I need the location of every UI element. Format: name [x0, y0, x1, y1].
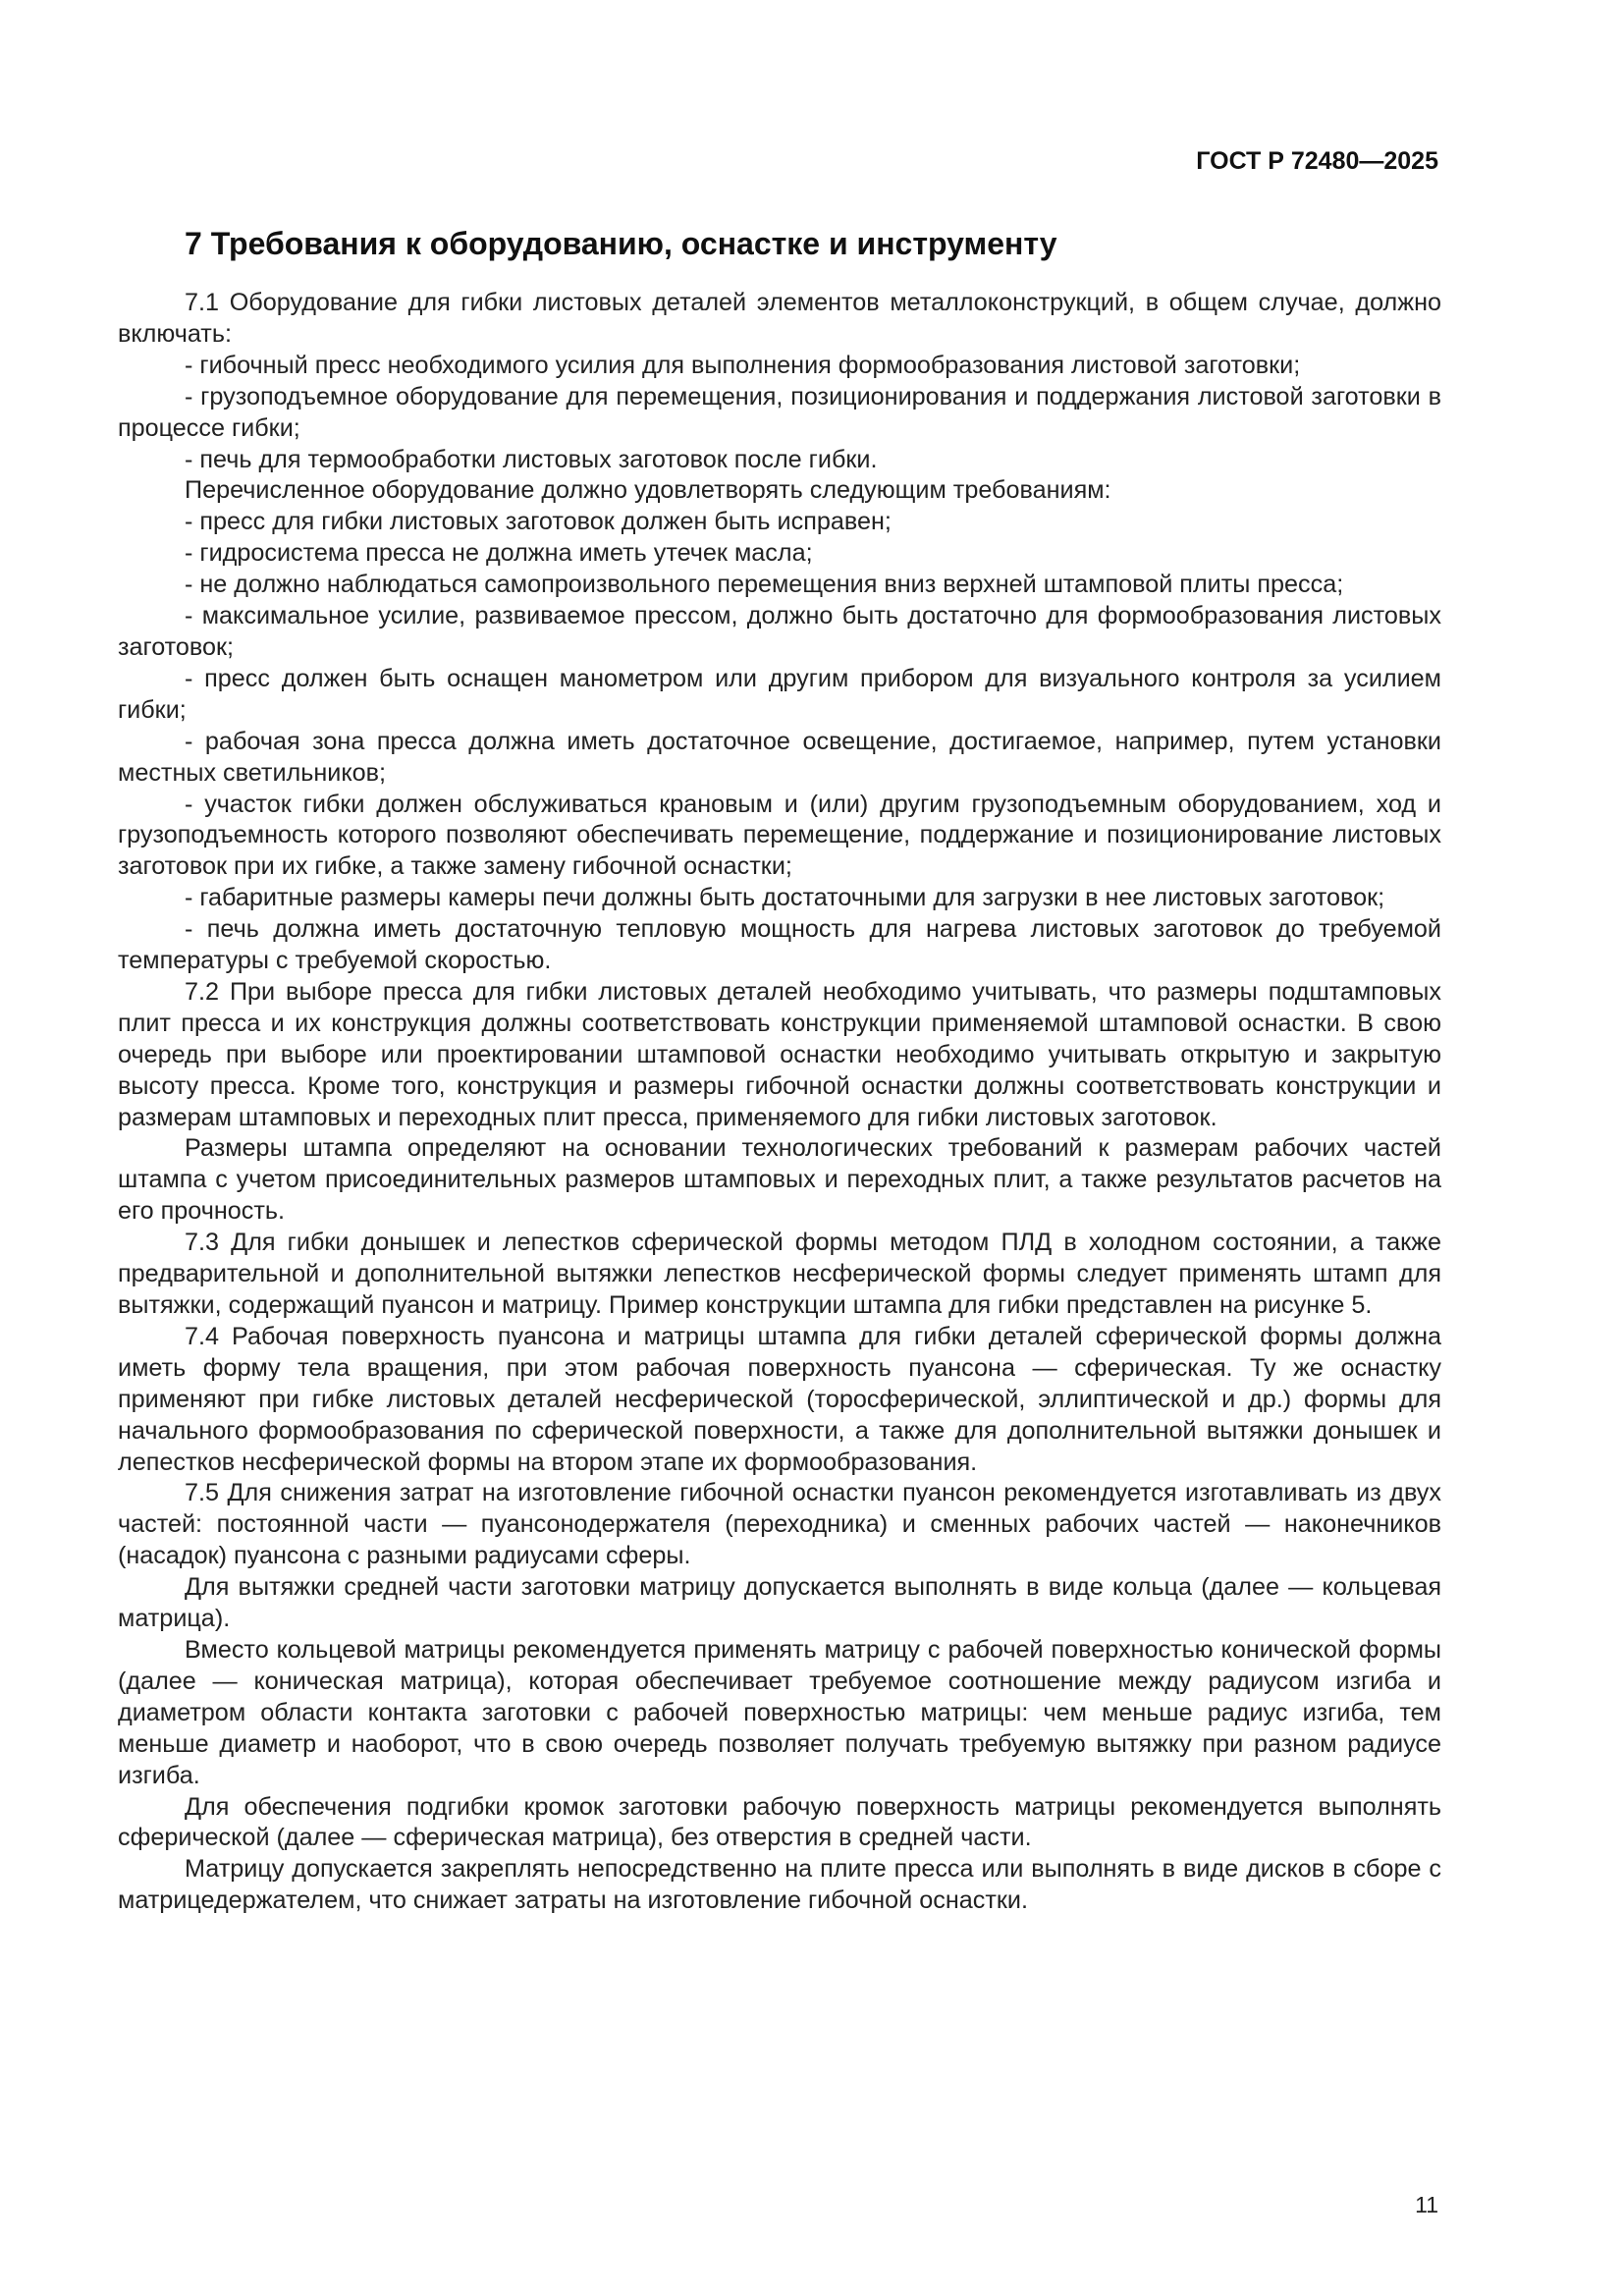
list-item: - печь должна иметь достаточную тепловую мощность для нагрева листовых заготовок до требуемой температуры с требуемой скоростью. [118, 915, 1441, 975]
paragraph: Перечисленное оборудование должно удовлетворять следующим требованиям: [185, 476, 1111, 505]
list-item: - гибочный пресс необходимого усилия для выполнения формообразования листовой заготовки; [185, 351, 1301, 379]
section-title: 7 Требования к оборудованию, оснастке и инструменту [185, 226, 1057, 261]
document-standard-id: ГОСТ Р 72480—2025 [1196, 147, 1438, 175]
list-item: - не должно наблюдаться самопроизвольного перемещения вниз верхней штамповой плиты пресса; [185, 571, 1344, 599]
paragraph: 7.2 При выборе пресса для гибки листовых деталей необходимо учитывать, что размеры подштамповых плит пресса и их конструкция должны соответствовать конструкции применяемой штамповой оснастки. В свою очередь при выборе или проектировании штамповой оснастки необходимо учитывать открытую и закрытую высоту пресса. Кроме того, конструкция и размеры гибочной оснастки должны соответствовать конструкции и размерам штамповых и переходных плит пресса, применяемого для гибки листовых заготовок. [118, 977, 1441, 1131]
paragraph: Вместо кольцевой матрицы рекомендуется применять матрицу с рабочей поверхностью конической формы (далее — коническая матрица), которая обеспечивает требуемое соотношение между радиусом изгиба и диаметром области контакта заготовки с рабочей поверхностью матрицы: чем меньше радиус изгиба, тем меньше диаметр и наоборот, что в свою очередь позволяет получать требуемую вытяжку при разном радиусе изгиба. [118, 1635, 1441, 1789]
paragraph: Для вытяжки средней части заготовки матрицу допускается выполнять в виде кольца (далее — кольцевая матрица). [118, 1573, 1441, 1633]
list-item: - максимальное усилие, развиваемое прессом, должно быть достаточно для формообразования листовых заготовок; [118, 602, 1441, 661]
paragraph: 7.1 Оборудование для гибки листовых деталей элементов металлоконструкций, в общем случае, должно включать: [118, 289, 1441, 348]
paragraph: 7.5 Для снижения затрат на изготовление гибочной оснастки пуансон рекомендуется изготавливать из двух частей: постоянной части — пуансонодержателя (переходника) и сменных рабочих частей — наконечников (насадок) пуансона с разными радиусами сферы. [118, 1479, 1441, 1570]
paragraph: 7.3 Для гибки донышек и лепестков сферической формы методом ПЛД в холодном состоянии, а также предварительной и дополнительной вытяжки лепестков несферической формы следует применять штамп для вытяжки, содержащий пуансон и матрицу. Пример конструкции штампа для гибки представлен на рисунке 5. [118, 1229, 1441, 1319]
list-item: - габаритные размеры камеры печи должны быть достаточными для загрузки в нее листовых заготовок; [185, 884, 1385, 912]
paragraph: 7.4 Рабочая поверхность пуансона и матрицы штампа для гибки деталей сферической формы должна иметь форму тела вращения, при этом рабочая поверхность пуансона — сферическая. Ту же оснастку применяют при гибке листовых деталей несферической (торосферической, эллиптической и др.) формы для начального формообразования по сферической поверхности, а также для дополнительной вытяжки донышек и лепестков несферической формы на втором этапе их формообразования. [118, 1322, 1441, 1476]
document-body [118, 288, 1441, 1917]
list-item: - пресс для гибки листовых заготовок должен быть исправен; [185, 508, 892, 536]
paragraph: Размеры штампа определяют на основании технологических требований к размерам рабочих частей штампа с учетом присоединительных размеров штамповых и переходных плит, а также результатов расчетов на его прочность. [118, 1134, 1441, 1226]
paragraph: Для обеспечения подгибки кромок заготовки рабочую поверхность матрицы рекомендуется выполнять сферической (далее — сферическая матрица), без отверстия в средней части. [118, 1792, 1441, 1852]
page-number: 11 [1415, 2192, 1438, 2217]
list-item: - грузоподъемное оборудование для перемещения, позиционирования и поддержания листовой заготовки в процессе гибки; [118, 382, 1441, 442]
list-item: - участок гибки должен обслуживаться крановым и (или) другим грузоподъемным оборудованием, ход и грузоподъемность которого позволяют обеспечивать перемещение, поддержание и позиционирование листовых заготовок при их гибке, а также замену гибочной оснастки; [118, 790, 1441, 881]
list-item: - печь для термообработки листовых заготовок после гибки. [185, 445, 878, 473]
list-item: - пресс должен быть оснащен манометром или другим прибором для визуального контроля за усилием гибки; [118, 664, 1441, 724]
list-item: - гидросистема пресса не должна иметь утечек масла; [185, 539, 813, 568]
list-item: - рабочая зона пресса должна иметь достаточное освещение, достигаемое, например, путем установки местных светильников; [118, 727, 1441, 787]
paragraph: Матрицу допускается закреплять непосредственно на плите пресса или выполнять в виде дисков в сборе с матрицедержателем, что снижает затраты на изготовление гибочной оснастки. [118, 1855, 1441, 1915]
